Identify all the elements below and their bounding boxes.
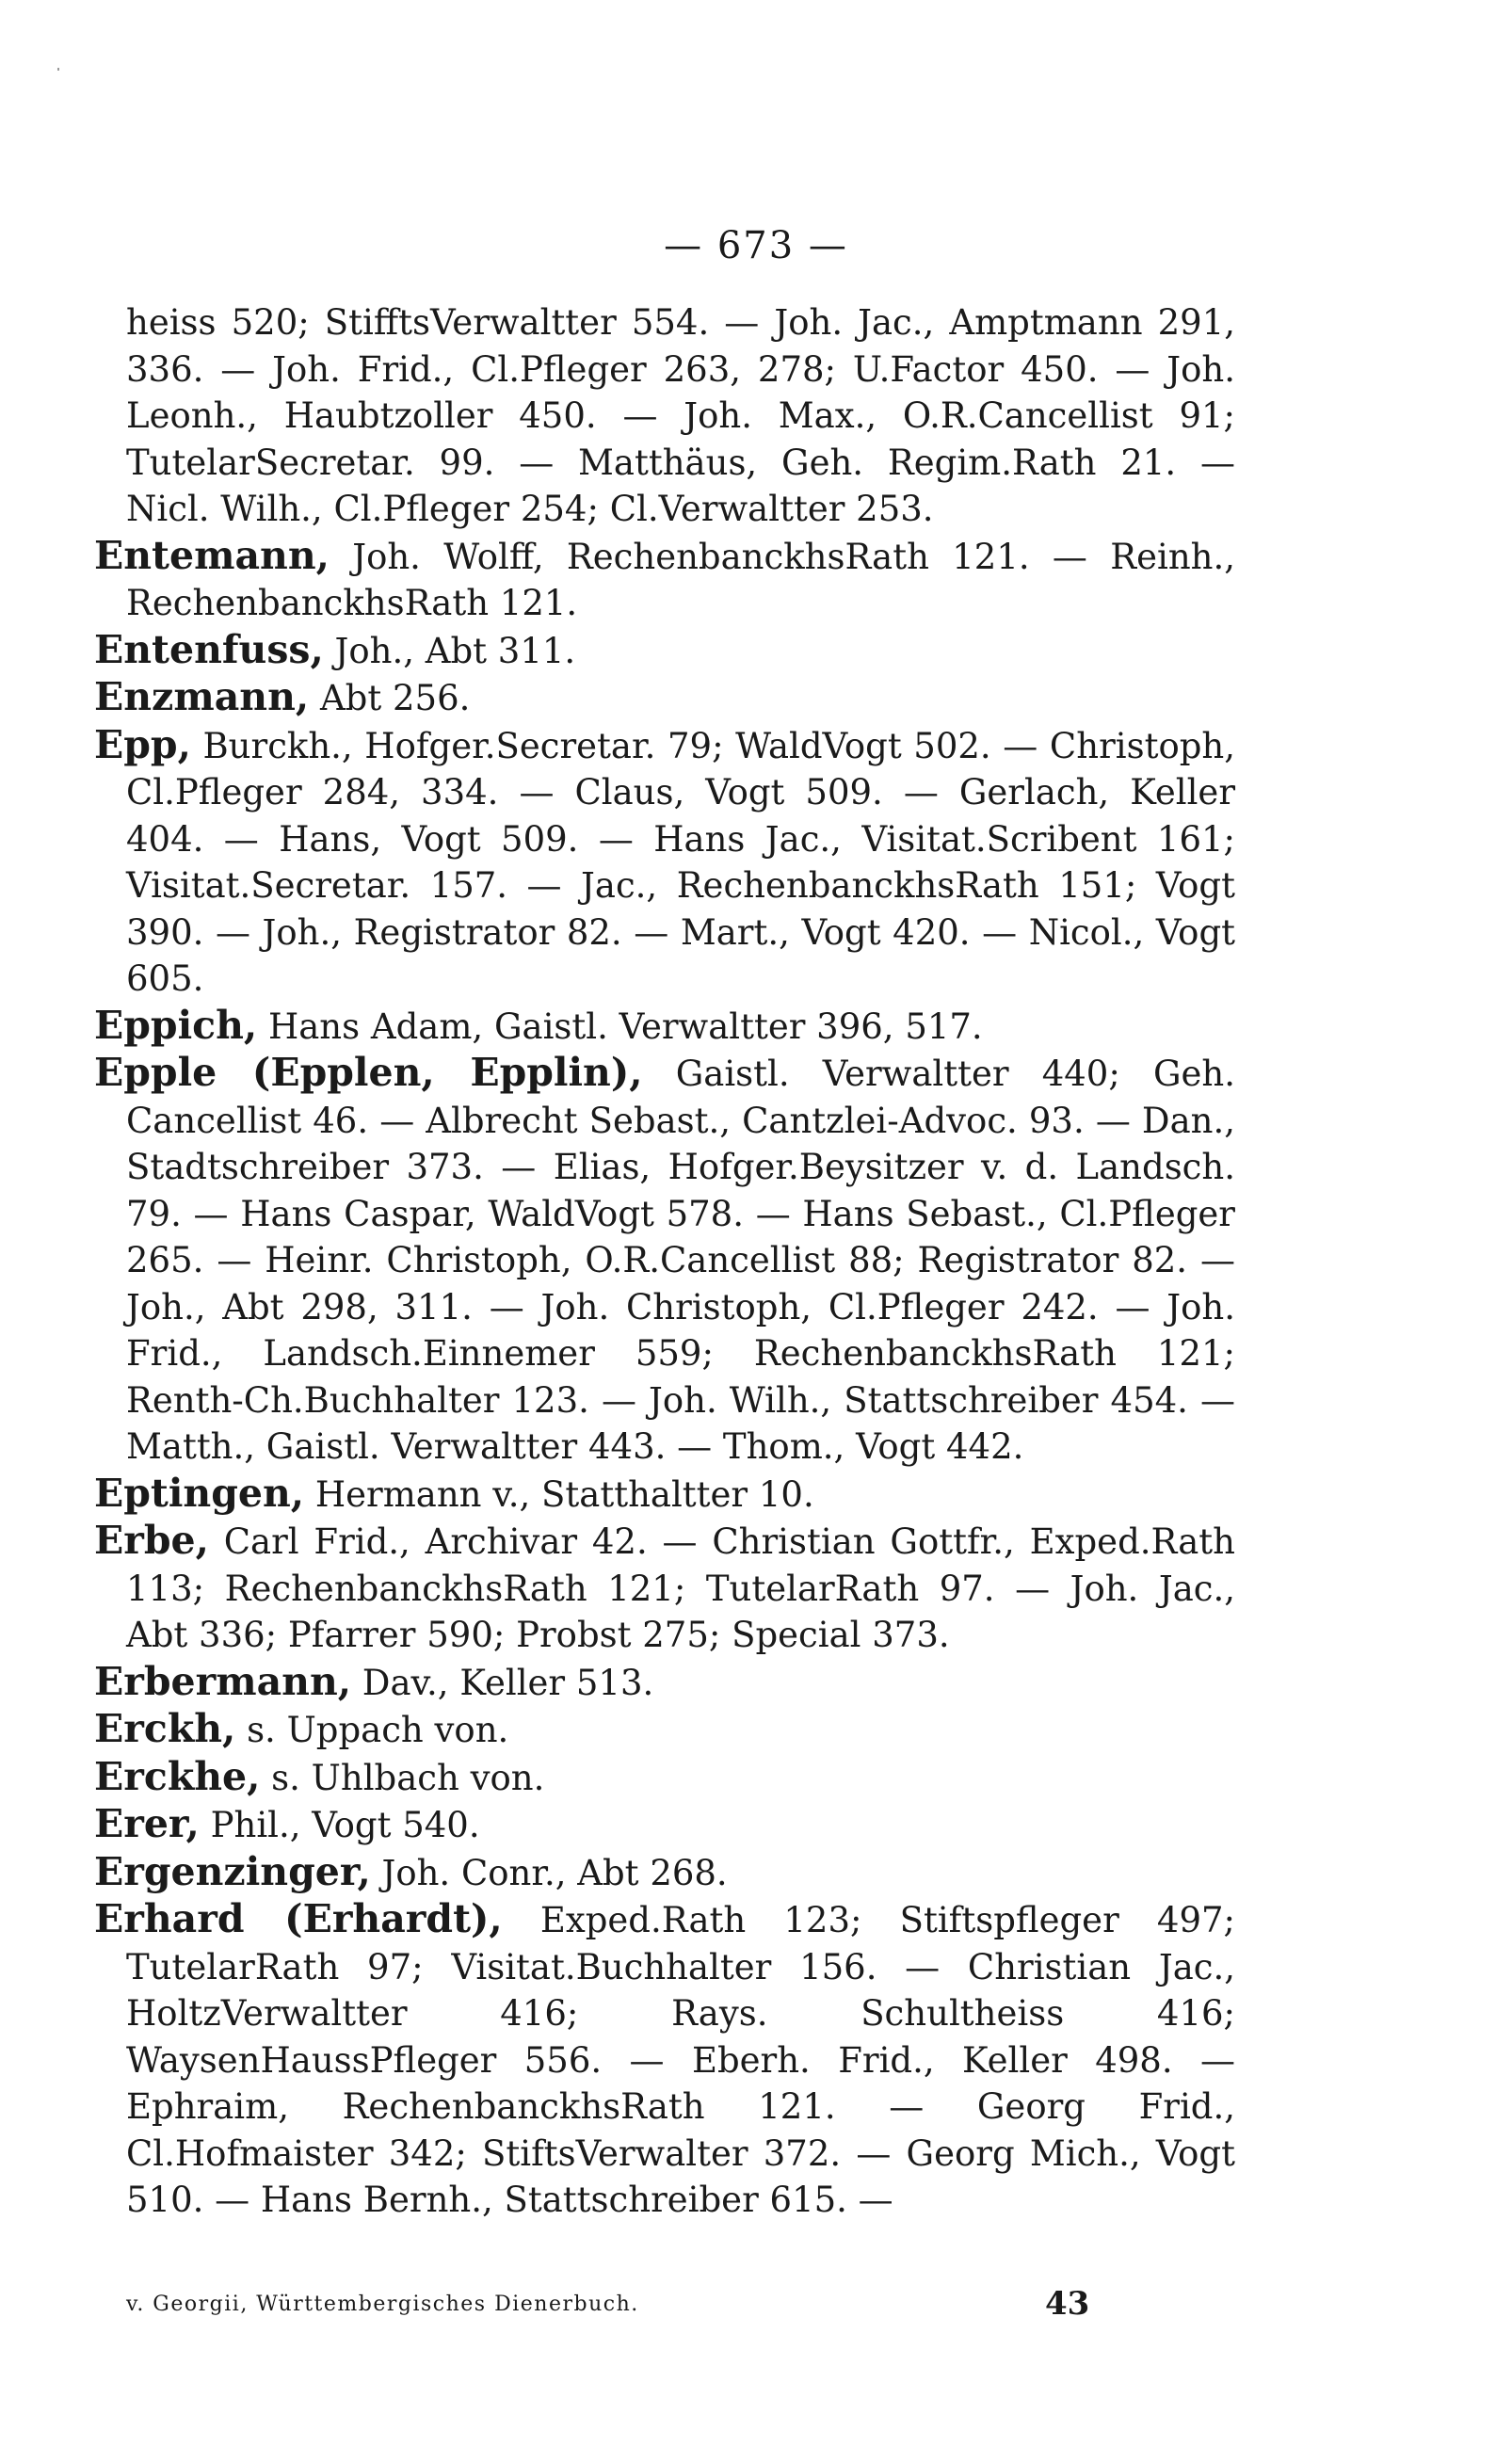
register-entry [94,1471,1235,1519]
register-entry [94,533,1235,627]
entry-text: Hermann v., Statthaltter 10. [304,1473,814,1515]
entry-text: Hans Adam, Gaistl. Verwaltter 396, 517. [257,1006,983,1047]
entry-surname: Entenfuss, [94,626,324,672]
entry-surname: Epple (Epplen, Epplin), [94,1050,643,1095]
entry-surname: Erbermann, [94,1658,352,1704]
entry-text: heiss 520; StifftsVerwaltter 554. — Joh. Jac., Amptmann 291, 336. — Joh. Frid., Cl.Pfleger 263, 278; U.Factor 450. — Joh. Leonh., Haubtzoller 450. — Joh. Max., O.R.Cancellist 91; TutelarSecretar. 99. — Matthäus, Geh. Regim.Rath 21. — Nicl. Wilh., Cl.Pfleger 254; Cl.Verwaltter 253. [126,302,1235,529]
register-entry [94,1659,1235,1707]
register-entry [94,299,1235,533]
entry-surname: Ergenzinger, [94,1848,371,1894]
entry-text: Joh., Abt 311. [323,630,576,671]
entry-text: Gaistl. Verwaltter 440; Geh. Cancellist 46. — Albrecht Sebast., Cantzlei-Advoc. 93. — Dan., Stadtschreiber 373. — Elias, Hofger.Beysitzer v. d. Landsch. 79. — Hans Caspar, WaldVogt 578. — Hans Sebast., Cl.Pfleger 265. — Heinr. Christoph, O.R.Cancellist 88; Registrator 82. — Joh., Abt 298, 311. — Joh. Christoph, Cl.Pfleger 242. — Joh. Frid., Landsch.Einnemer 559; RechenbanckhsRath 121; Renth-Ch.Buchhalter 123. — Joh. Wilh., Stattschreiber 454. — Matth., Gaistl. Verwaltter 443. — Thom., Vogt 442. [126,1054,1235,1467]
entry-surname: Enzmann, [94,674,310,719]
register-entry [94,722,1235,1003]
footer-source: v. Georgii, Württembergisches Dienerbuch. [126,2293,639,2316]
entry-text: Burckh., Hofger.Secretar. 79; WaldVogt 502. — Christoph, Cl.Pfleger 284, 334. — Claus, Vogt 509. — Gerlach, Keller 404. — Hans, Vogt 509. — Hans Jac., Visitat.Scribent 161; Visitat.Secretar. 157. — Jac., RechenbanckhsRath 151; Vogt 390. — Joh., Registrator 82. — Mart., Vogt 420. — Nicol., Vogt 605. [126,725,1235,999]
page-footer [126,2285,1237,2323]
entry-text: s. Uppach von. [235,1710,509,1750]
entry-surname: Eppich, [94,1002,258,1048]
entry-text: Joh. Conr., Abt 268. [370,1852,728,1893]
entry-text: Phil., Vogt 540. [199,1805,480,1845]
register-entry [94,1896,1235,2224]
register-entry [94,627,1235,675]
register-entry [94,1706,1235,1754]
entry-text: Dav., Keller 513. [351,1662,654,1703]
entry-surname: Erhard (Erhardt), [94,1896,503,1941]
entry-surname: Erckh, [94,1706,236,1751]
entry-surname: Epp, [94,721,191,767]
entry-text: s. Uhlbach von. [260,1757,545,1798]
entry-text: Abt 256. [309,678,471,718]
entry-surname: Erbe, [94,1518,209,1563]
register-entry [94,1050,1235,1471]
entry-text: Exped.Rath 123; Stiftspfleger 497; TutelarRath 97; Visitat.Buchhalter 156. — Christian Jac., HoltzVerwaltter 416; Rays. Schultheiss 416; WaysenHaussPfleger 556. — Eberh. Frid., Keller 498. — Ephraim, RechenbanckhsRath 121. — Georg Frid., Cl.Hofmaister 342; StiftsVerwalter 372. — Georg Mich., Vogt 510. — Hans Bernh., Stattschreiber 615. — [126,1900,1236,2220]
entry-text: Joh. Wolff, RechenbanckhsRath 121. — Reinh., RechenbanckhsRath 121. [126,536,1235,623]
scan-speck [57,68,59,71]
register-entry [94,1754,1235,1802]
register-entry [94,1849,1235,1897]
register-text [94,299,1235,2224]
entry-surname: Erer, [94,1801,200,1846]
entry-surname: Erckhe, [94,1753,261,1799]
entry-surname: Entemann, [94,532,330,578]
entry-surname: Eptingen, [94,1470,305,1516]
page-number: — 673 — [664,224,848,267]
register-entry [94,674,1235,722]
register-entry [94,1518,1235,1659]
register-entry [94,1003,1235,1051]
register-entry [94,1801,1235,1849]
entry-text: Carl Frid., Archivar 42. — Christian Gottfr., Exped.Rath 113; RechenbanckhsRath 121; TutelarRath 97. — Joh. Jac., Abt 336; Pfarrer 590; Probst 275; Special 373. [126,1521,1235,1655]
signature-mark: 43 [1045,2285,1090,2323]
